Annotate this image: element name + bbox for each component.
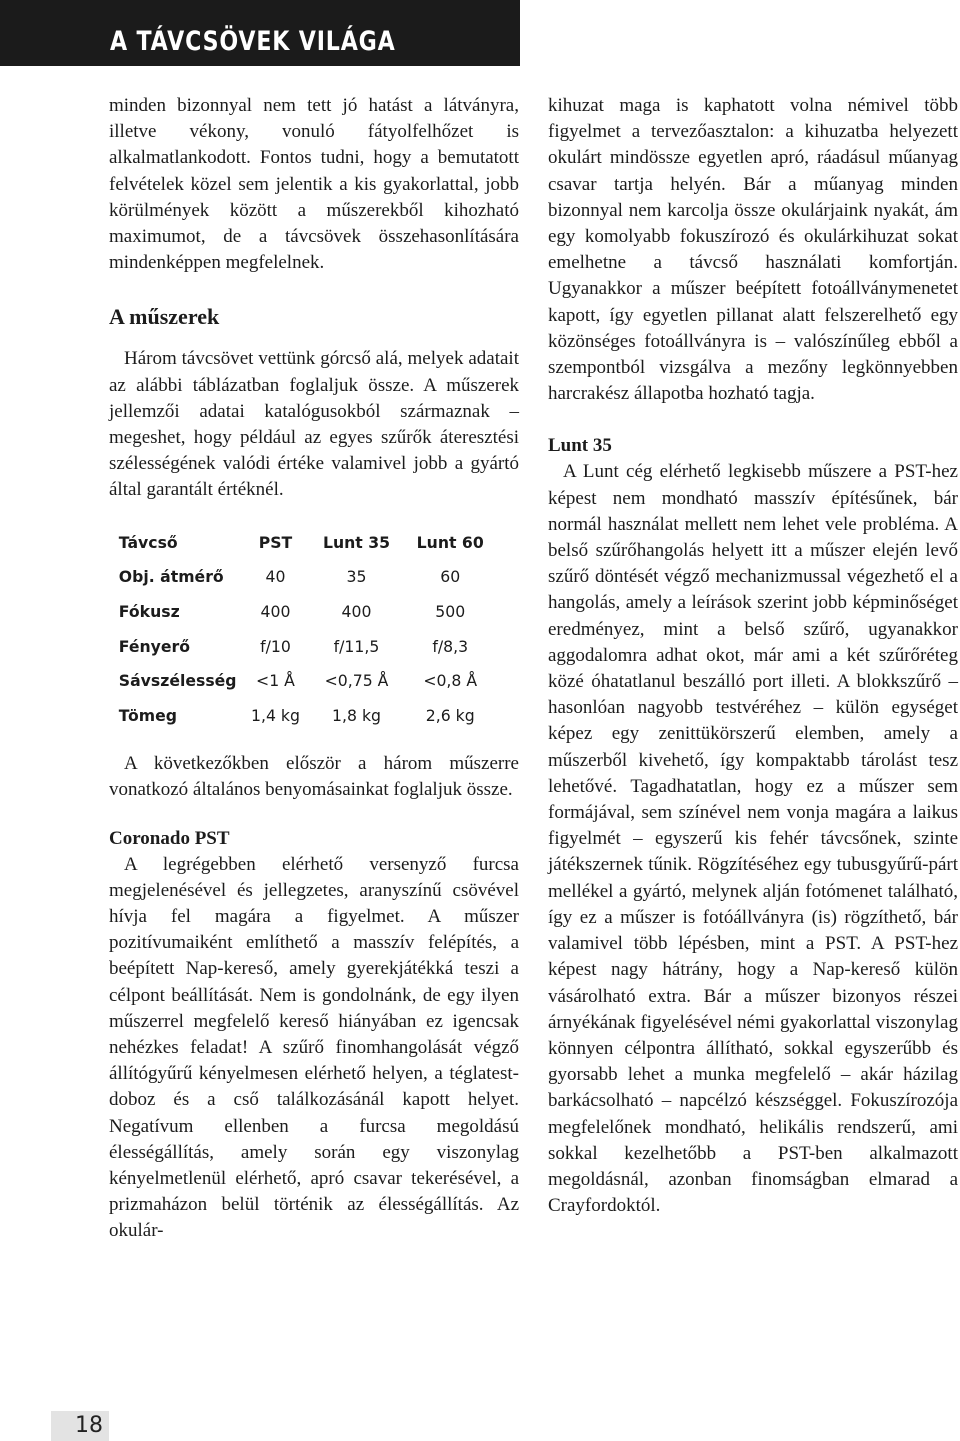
table-cell: <0,75 Å <box>324 671 389 691</box>
table-cell: f/8,3 <box>432 636 469 656</box>
heading-instruments: A műszerek <box>109 304 220 330</box>
spec-table <box>109 526 497 734</box>
table-header-cell: Lunt 35 <box>322 532 391 552</box>
table-header-cell: Távcső <box>118 532 178 552</box>
table-row-label: Obj. átmérő <box>118 567 224 587</box>
table-header-cell: Lunt 60 <box>416 532 484 552</box>
right-column <box>548 93 958 1219</box>
table-cell: <0,8 Å <box>423 671 478 691</box>
table-cell: 400 <box>260 602 291 622</box>
table-row <box>109 595 497 630</box>
left-column <box>109 93 519 1245</box>
after-table-paragraph: A következőkben először a három műszerre vonatkozó általános benyomásainkat foglaljuk össze. <box>109 753 519 801</box>
table-cell: 1,4 kg <box>250 705 300 725</box>
table-row <box>109 629 497 664</box>
lunt35-paragraph: A Lunt cég elérhető legkisebb műszere a PST-hez képest nem mondható masszív építésűnek, bár normál használat mellett nem lehet vele probléma. A belső szűrőhangolás helyett itt a műszer elején levő szűrő döntését végző mechanizmussal végezhető el a hangolás, amely a leírások szerint jobb képminőséget eredményez, mint a belső szűrő, ugyanakkor aggodalomra adhat okot, már ami a két szűrőréteg közé óhatatlanul beszálló port illeti. A blokkszűrő – hasonlóan nagyobb testvéréhez – külön egységet képez egy zenittükörszerű elemben, amely a műszerből kivehető, így kompaktabb tárolást tesz lehetővé. Tagadhatatlan, hogy ez a műszer sem formájával, sem színével nem vonja magára a laikus figyelmét – egyszerű kis fehér távcsőnek, szinte játékszernek tűnik. Rögzítéséhez egy tubusgyűrű-párt mellékel a gyártó, melynek alján fotómenet található, így ez a műszer is fotóállványra (is) rögzíthető, bár valamivel több lépésben, mint a PST. A PST-hez képest nagy hátrány, hogy a Nap-kereső külön vásárolható extra. Bár a műszer bizonyos részei árnyékának figyelésével némi gyakorlattal viszonylag könnyen célpontra állítható, sokkal egyszerűbb és gyorsabb lehet a munka megfelelő – akár házilag barkácsolható – napcélzó készséggel. Fokuszírozója megfelelőnek mondható, helikális rendszerű, ami sokkal kezelhetőbb a PST-ben alkalmazott megoldásnál, azonban finomságban elmarad a Crayfordoktól. <box>548 461 958 1217</box>
table-cell: 400 <box>341 602 372 622</box>
table-row <box>109 664 497 699</box>
table-cell: <1 Å <box>256 671 295 691</box>
table-cell: 500 <box>435 602 466 622</box>
table-cell: f/11,5 <box>333 636 380 656</box>
table-row-label: Tömeg <box>118 705 178 725</box>
heading-lunt-35: Lunt 35 <box>548 435 612 457</box>
section-title: A TÁVCSÖVEK VILÁGA <box>110 26 396 57</box>
header-bar <box>0 0 520 66</box>
table-row-label: Fényerő <box>118 636 191 656</box>
table-row-label: Sávszélesség <box>118 671 237 691</box>
table-cell: 40 <box>265 567 286 587</box>
table-header-cell: PST <box>258 532 293 552</box>
table-cell: f/10 <box>260 636 291 656</box>
table-cell: 2,6 kg <box>425 705 475 725</box>
page-number: 18 <box>75 1413 103 1438</box>
table-row <box>109 560 497 595</box>
instruments-paragraph: Három távcsövet vettünk górcső alá, melyek adatait az alábbi táblázatban foglaljuk össze. A műszerek jellemzői adatai katalógusokból származnak – megeshet, hogy például az egyes szűrők áteresztési szélességének valódi értéke valamivel jobb a gyártó által garantált értéknél. <box>109 348 519 501</box>
coronado-paragraph: A legrégebben elérhető versenyző furcsa megjelenésével és jellegzetes, aranyszínű csövével hívja fel magára a figyelmet. A műszer pozitívumaiként említhető a masszív felépítés, a beépített Nap-kereső, amely gyerekjátékká teszi a célpont beállítását. Nem is gondolnánk, de egy ilyen műszerrel megfelelő kereső hiányában ez igencsak nehézkes feladat! A szűrő finomhangolását végző állítógyűrű kényelmesen elérhető helyen, a téglatest-doboz és a cső találkozásánál kapott helyet. Negatívum ellenben a furcsa megoldású élességállítás, amely során egy viszonylag kényelmetlenül elérhető, apró csavar tekerésével, a prizmaházon belül történik az élességállítás. Az okulár- <box>109 853 519 1242</box>
table-row <box>109 699 497 734</box>
heading-coronado-pst: Coronado PST <box>109 827 230 849</box>
table-row-label: Fókusz <box>118 602 180 622</box>
table-header-row <box>109 526 497 561</box>
table-cell: 1,8 kg <box>332 705 381 725</box>
table-cell: 60 <box>440 567 461 587</box>
table-cell: 35 <box>346 567 367 587</box>
page-number-box <box>51 1411 109 1441</box>
intro-paragraph: minden bizonnyal nem tett jó hatást a látványra, illetve vékony, vonuló fátyolfelhőzet is alkalmatlankodott. Fontos tudni, hogy a bemutatott felvételek közel sem jelentik a kis gyakorlattal, jobb körülmények között a műszerekből kihozható maximumot, de a távcsövek összehasonlítására mindenképpen megfelelnek. <box>109 95 519 274</box>
continued-paragraph: kihuzat maga is kaphatott volna némivel több figyelmet a tervezőasztalon: a kihuzatba helyezett okulárt mindössze egyetlen apró, ráadásul műanyag csavar tartja helyén. Bár a műanyag minden bizonnyal nem karcolja össze okulárjaink nyakát, ám egy komolyabb fokuszírozó és okulárkihuzat sokat emelhetne a távcső használati komfortján. Ugyanakkor a műszer beépített fotoállványmenetet kapott, így egyetlen pillanat alatt felszerelhető egy közönséges fotoállványra is – valószínűleg ebből a szempontból vizsgálva a mezőny legkönnyebben harcrakész állapotba hozható tagja. <box>548 95 958 405</box>
